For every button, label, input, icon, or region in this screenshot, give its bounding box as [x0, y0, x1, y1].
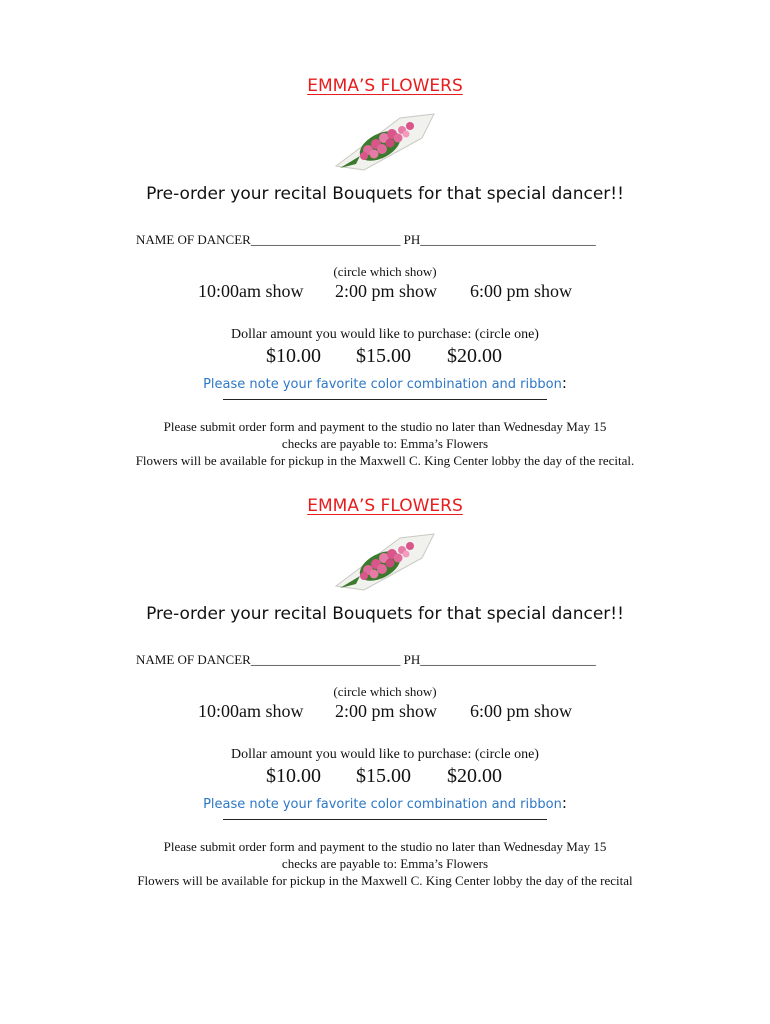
dancer-name-field[interactable]: NAME OF DANCER_______________________ [136, 232, 401, 247]
ribbon-note [0, 794, 770, 812]
info-line: Flowers will be available for pickup in the Maxwell C. King Center lobby the day of the recital. [135, 453, 635, 468]
show-option[interactable]: 6:00 pm show [470, 281, 573, 301]
dancer-info-row [136, 652, 596, 668]
show-instruction: (circle which show) [333, 264, 437, 279]
dancer-name-field[interactable]: NAME OF DANCER_______________________ [136, 652, 401, 667]
ribbon-note-colon: : [561, 794, 567, 812]
shop-title: EMMA’S FLOWERS [307, 496, 463, 516]
ribbon-answer-line[interactable] [223, 819, 547, 820]
info-line: Please submit order form and payment to the studio no later than Wednesday May 15 [163, 419, 607, 434]
show-option[interactable]: 2:00 pm show [335, 281, 438, 301]
info-line: Please submit order form and payment to the studio no later than Wednesday May 15 [163, 839, 607, 854]
info-line: Flowers will be available for pickup in the Maxwell C. King Center lobby the day of the recital [137, 873, 633, 888]
amount-option[interactable]: $10.00 [266, 765, 321, 787]
ribbon-answer-line[interactable] [223, 399, 547, 400]
amount-option[interactable]: $20.00 [447, 765, 502, 787]
show-option[interactable]: 2:00 pm show [335, 701, 438, 721]
info-line: checks are payable to: Emma’s Flowers [281, 436, 489, 451]
show-option[interactable]: 10:00am show [198, 701, 304, 721]
ribbon-note [0, 374, 770, 392]
bouquet-image [330, 528, 440, 594]
bouquet-image [330, 108, 440, 174]
order-info [0, 838, 770, 889]
amount-instruction: Dollar amount you would like to purchase: (circle one) [231, 747, 539, 762]
phone-field[interactable]: PH___________________________ [403, 232, 596, 247]
info-line: checks are payable to: Emma’s Flowers [281, 856, 489, 871]
amount-option[interactable]: $10.00 [266, 345, 321, 367]
ribbon-note-colon: : [561, 374, 567, 392]
amount-instruction: Dollar amount you would like to purchase: (circle one) [231, 327, 539, 342]
amount-options [0, 765, 770, 791]
amount-options [0, 345, 770, 371]
form-heading: Pre-order your recital Bouquets for that special dancer!! [146, 604, 624, 624]
show-options [0, 701, 770, 725]
order-form-2 [0, 420, 770, 888]
show-option[interactable]: 6:00 pm show [470, 701, 573, 721]
amount-option[interactable]: $20.00 [447, 345, 502, 367]
order-form-1 [0, 0, 770, 468]
ribbon-note-text: Please note your favorite color combination and ribbon [203, 797, 562, 812]
dancer-info-row [136, 232, 596, 248]
form-heading: Pre-order your recital Bouquets for that special dancer!! [146, 184, 624, 204]
ribbon-note-text: Please note your favorite color combination and ribbon [203, 377, 562, 392]
phone-field[interactable]: PH___________________________ [403, 652, 596, 667]
show-options [0, 281, 770, 305]
show-instruction: (circle which show) [333, 684, 437, 699]
show-option[interactable]: 10:00am show [198, 281, 304, 301]
amount-option[interactable]: $15.00 [356, 765, 411, 787]
shop-title: EMMA’S FLOWERS [307, 76, 463, 96]
amount-option[interactable]: $15.00 [356, 345, 411, 367]
